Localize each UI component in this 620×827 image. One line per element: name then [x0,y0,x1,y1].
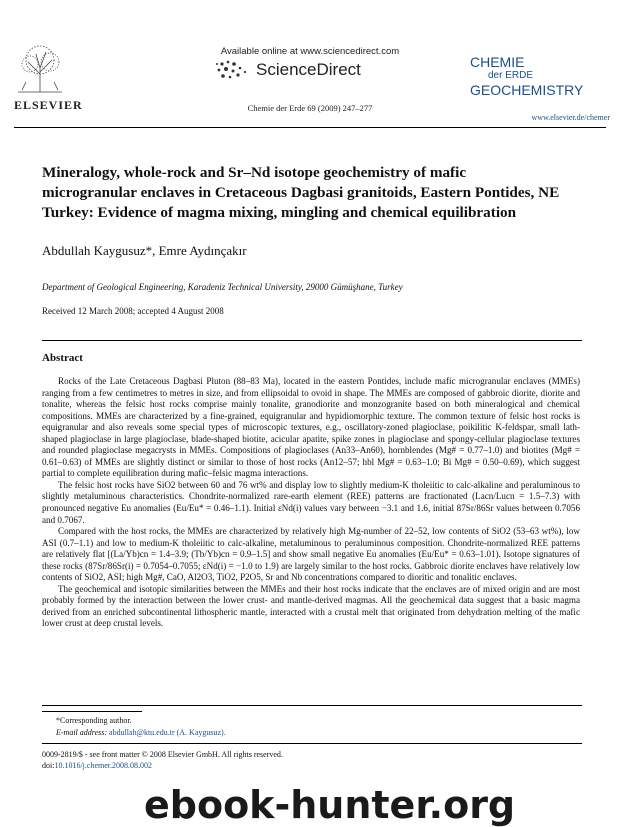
email-link[interactable]: abdullah@ktu.edu.tr (A. Kaygusuz). [109,728,226,737]
journal-logo-line1: CHEMIE [470,54,525,70]
available-online-text: Available online at www.sciencedirect.com [220,46,400,57]
author-affiliation: Department of Geological Engineering, Karadeniz Technical University, 29000 Gümüşhane, Turkey [42,282,403,292]
doi-link[interactable]: 10.1016/j.chemer.2008.08.002 [54,761,152,770]
journal-url-link[interactable]: www.elsevier.de/chemer [531,113,610,122]
footer-divider [42,743,582,744]
abstract-bottom-divider [42,705,582,706]
journal-logo-line2: der ERDE [488,70,534,81]
abstract-paragraph-4: The geochemical and isotopic similarities between the MMEs and their host rocks indicate that the enclaves are of mixed origin and are most probably formed by the interaction between the lower crust- and mantle-derived magmas. All the geochemical data suggest that a basic magma derived from an enriched subcontinental lithospheric mantle, interacted with a crustal melt that originated from dehydration melting of the mafic lower crust at deep crustal levels. [42,583,580,629]
article-authors: Abdullah Kaygusuz*, Emre Aydınçakır [42,243,247,258]
corresponding-author-note: *Corresponding author. [56,716,132,725]
sciencedirect-dots-icon [214,58,254,82]
email-label: E-mail address: [56,728,108,737]
article-title: Mineralogy, whole-rock and Sr–Nd isotope geochemistry of mafic microgranular enclaves in Cretaceous Dagbasi granitoids, Eastern Pontides, NE Turkey: Evidence of magma mixing, mingling and chemical equilibration [42,164,560,221]
abstract-paragraph-1: Rocks of the Late Cretaceous Dagbasi Pluton (88–83 Ma), located in the eastern Pontides, include mafic microgranular enclaves (MMEs) ranging from a few centimetres to metres in size, and from ellipsoidal to ovoid in shape. The MMEs are composed of gabbroic diorite, diorite and tonalite, whereas the felsic host rocks comprise mainly tonalite, granodiorite and monzogranite based on both mineralogical and chemical compositions. MMEs are characterized by a fine-grained, equigranular and hypidiomorphic texture. The common texture of felsic host rocks is equigranular and also reveals some special types of microscopic textures, e.g., oscillatory-zoned plagioclase, poikilitic K-feldspar, small lath-shaped plagioclase in large plagioclase, blade-shaped biotite, acicular apatite, spike zones in plagioclase and spongy-cellular plagioclase textures and rounded plagioclase megacrysts in MMEs. Compositions of plagioclases (An33–An60), hornblendes (Mg# = 0.77–1.0) and biotites (Mg# = 0.61–0.63) of MMEs are slightly distinct or similar to those of host rocks (An12–57; hbl Mg# = 0.63–1.0; Bi Mg# = 0.50–0.69), which suggest partial to complete equilibration during mafic–felsic magma interactions. [42,376,580,479]
email-note [56,728,226,737]
abstract-paragraph-2: The felsic host rocks have SiO2 between 60 and 76 wt% and display low to slightly medium-K tholeiitic to calc-alkaline and peraluminous to slightly metaluminous characteristics. Chondrite-normalized rare-earth element (REE) patterns are fractionated (Lacn/Lucn = 1.5–7.3) with pronounced negative Eu anomalies (Eu/Eu* = 0.46–1.1). Initial εNd(i) values vary between −3.1 and 1.6, initial 87Sr/86Sr values between 0.7056 and 0.7067. [42,479,580,525]
abstract-top-divider [42,340,582,341]
header-divider [14,127,606,128]
watermark-text: ebook-hunter.org [144,783,516,827]
abstract-paragraph-3: Compared with the host rocks, the MMEs are characterized by relatively high Mg-number of 22–52, low contents of SiO2 (53–63 wt%), low ASI (0.7–1.1) and low to medium-K tholeiitic to calc-alkaline, metaluminous to peraluminous composition. Chondrite-normalized REE patterns are relatively flat [(La/Yb)cn = 1.4–3.9; (Tb/Yb)cn = 0.9–1.5] and show small negative Eu anomalies (Eu/Eu* = 0.63–1.01). Isotope signatures of these rocks (87Sr/86Sr(i) = 0.7054–0.7055; εNd(i) = −1.0 to 1.9) are largely similar to the host rocks. Gabbroic diorite enclaves have relatively low contents of SiO2, ASI; high Mg#, CaO, Al2O3, TiO2, P2O5, Sr and Nb concentrations compared to dioritic and tonalitic enclaves. [42,526,580,583]
abstract-heading: Abstract [42,352,83,364]
abstract-body [42,376,580,630]
journal-citation: Chemie der Erde 69 (2009) 247–277 [247,103,373,113]
publisher-name: ELSEVIER [14,98,83,112]
issn-line: 0009-2819/$ - see front matter © 2008 Elsevier GmbH. All rights reserved. [42,750,283,759]
journal-logo-line3: GEOCHEMISTRY [470,82,584,98]
sciencedirect-wordmark: ScienceDirect [256,60,361,79]
footnote-divider [42,711,142,712]
doi-label: doi: [42,761,55,770]
elsevier-tree-logo [10,44,70,94]
journal-logo [470,55,590,97]
doi-line [42,761,152,770]
article-dates: Received 12 March 2008; accepted 4 August 2008 [42,306,224,316]
